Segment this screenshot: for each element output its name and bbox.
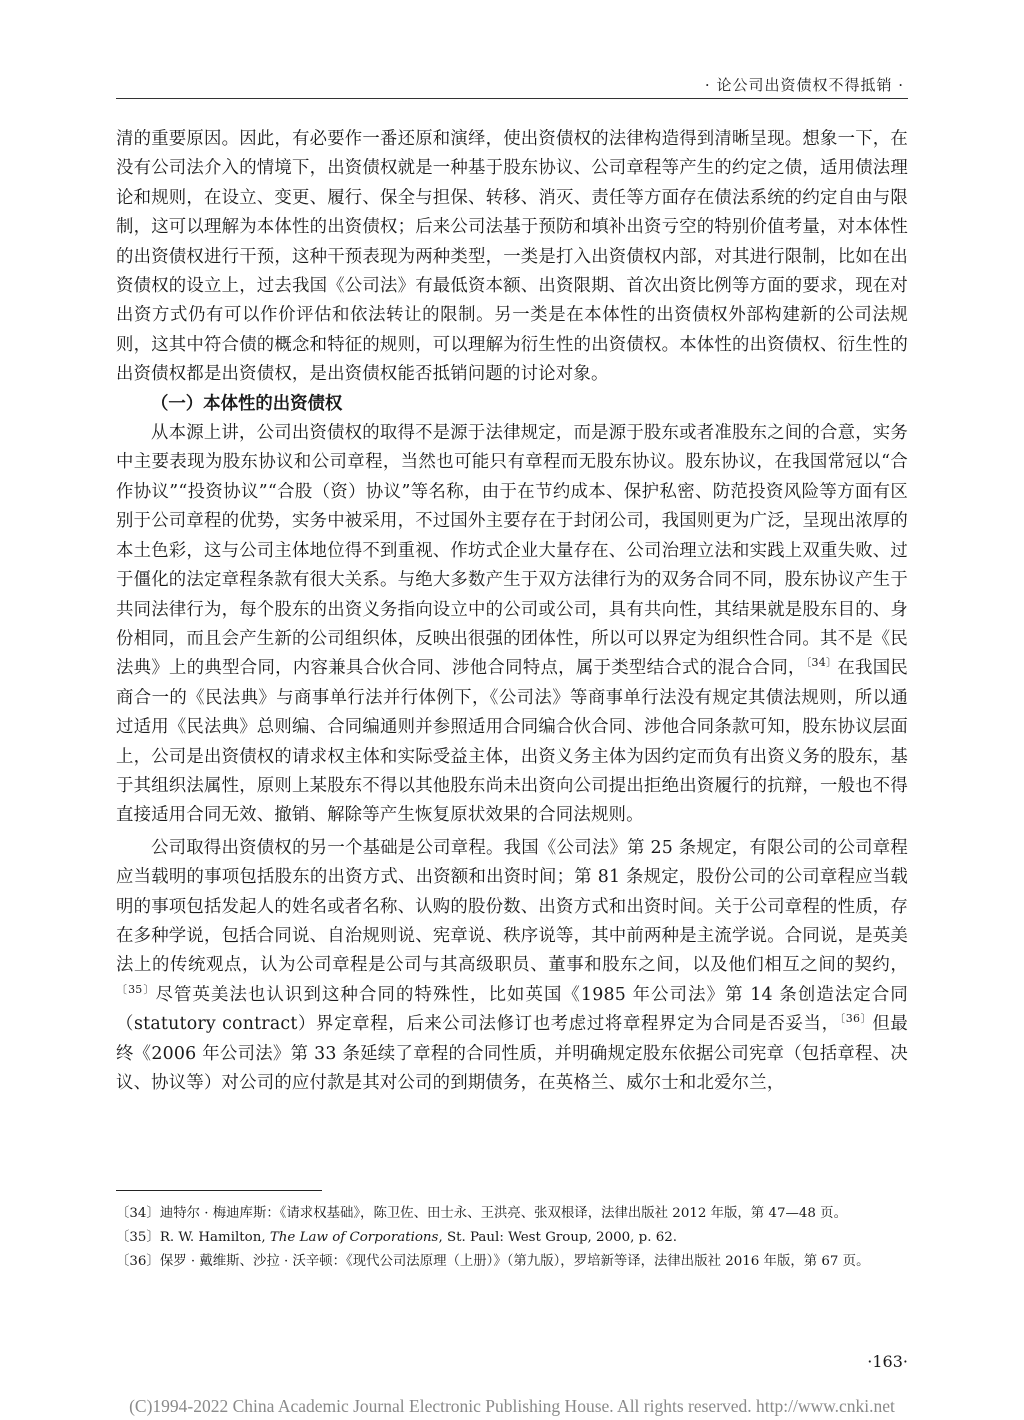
footnotes	[116, 1202, 908, 1274]
footnote-num: 〔34〕	[116, 1206, 160, 1221]
footnote-rule	[116, 1190, 322, 1191]
paragraph-2-part-2: 在我国民商合一的《民法典》与商事单行法并行体例下，《公司法》等商事单行法没有规定其债法规则，所以通过适用《民法典》总则编、合同编通则并参照适用合同编合伙合同、涉他合同条款可知，股东协议层面上，公司是出资债权的请求权主体和实际受益主体，出资义务主体为因约定而负有出资义务的股东，基于其组织法属性，原则上某股东不得以其他股东尚未出资向公司提出拒绝出资履行的抗辩，一般也不得直接适用合同无效、撤销、解除等产生恢复原状效果的合同法规则。	[116, 658, 908, 826]
paragraph-3	[116, 834, 908, 1099]
footnote-text: , St. Paul: West Group, 2000, p. 62.	[438, 1230, 678, 1245]
footnote-num: 〔35〕	[116, 1230, 160, 1245]
paragraph-3-part-2: 尽管英美法也认识到这种合同的特殊性，比如英国《1985 年公司法》第 14 条创造法定合同（statutory contract）界定章程，后来公司法修订也考虑过将章程界定为合同是否妥当，	[116, 984, 908, 1035]
paragraph-3-part-3: 但最终《2006 年公司法》第 33 条延续了章程的合同性质，并明确规定股东依据公司宪章（包括章程、决议、协议等）对公司的应付款是其对公司的到期债务，在英格兰、威尔士和北爱尔兰，	[116, 1014, 908, 1093]
running-header: · 论公司出资债权不得抵销 ·	[704, 76, 904, 94]
footnote-36	[116, 1250, 908, 1274]
header-rule	[116, 98, 908, 99]
section-heading: （一）本体性的出资债权	[151, 393, 343, 414]
article-body	[116, 125, 908, 1098]
footnote-book-title: The Law of Corporations	[269, 1230, 439, 1245]
paragraph-1: 清的重要原因。因此，有必要作一番还原和演绎，使出资债权的法律构造得到清晰呈现。想象一下，在没有公司法介入的情境下，出资债权就是一种基于股东协议、公司章程等产生的约定之债，适用债法理论和规则，在设立、变更、履行、保全与担保、转移、消灭、责任等方面存在债法系统的约定自由与限制，这可以理解为本体性的出资债权；后来公司法基于预防和填补出资亏空的特别价值考量，对本体性的出资债权进行干预，这种干预表现为两种类型，一类是打入出资债权内部，对其进行限制，比如在出资债权的设立上，过去我国《公司法》有最低资本额、出资限期、首次出资比例等方面的要求，现在对出资方式仍有可以作价评估和依法转让的限制。另一类是在本体性的出资债权外部构建新的公司法规则，这其中符合债的概念和特征的规则，可以理解为衍生性的出资债权。本体性的出资债权、衍生性的出资债权都是出资债权，是出资债权能否抵销问题的讨论对象。	[116, 129, 908, 385]
paragraph-2-part-1: 从本源上讲，公司出资债权的取得不是源于法律规定，而是源于股东或者准股东之间的合意，实务中主要表现为股东协议和公司章程，当然也可能只有章程而无股东协议。股东协议，在我国常冠以“合作协议”“投资协议”“合股（资）协议”等名称，由于在节约成本、保护私密、防范投资风险等方面有区别于公司章程的优势，实务中被采用，不过国外主要存在于封闭公司，我国则更为广泛，呈现出浓厚的本土色彩，这与公司主体地位得不到重视、作坊式企业大量存在、公司治理立法和实践上双重失败、过于僵化的法定章程条款有很大关系。与绝大多数产生于双方法律行为的双务合同不同，股东协议产生于共同法律行为，每个股东的出资义务指向设立中的公司或公司，具有共向性，其结果就是股东目的、身份相同，而且会产生新的公司组织体，反映出很强的团体性，所以可以界定为组织性合同。其不是《民法典》上的典型合同，内容兼具合伙合同、涉他合同特点，属于类型结合式的混合合同，	[116, 423, 908, 679]
footnote-34	[116, 1202, 908, 1226]
footnote-35	[116, 1226, 908, 1250]
paragraph-2	[116, 419, 908, 831]
paragraph-3-part-1: 公司取得出资债权的另一个基础是公司章程。我国《公司法》第 25 条规定，有限公司的公司章程应当载明的事项包括股东的出资方式、出资额和出资时间；第 81 条规定，股份公司的公司章程应当载明的事项包括发起人的姓名或者名称、认购的股份数、出资方式和出资时间。关于公司章程的性质，存在多种学说，包括合同说、自治规则说、宪章说、秩序说等，其中前两种是主流学说。合同说，是英美法上的传统观点，认为公司章程是公司与其高级职员、董事和股东之间，以及他们相互之间的契约，	[116, 837, 908, 976]
page-number: ·163·	[867, 1352, 908, 1371]
footnote-ref-34[interactable]: 〔34〕	[805, 656, 838, 670]
footnote-ref-36[interactable]: 〔36〕	[839, 1012, 873, 1026]
footnote-ref-35[interactable]: 〔35〕	[116, 982, 156, 996]
footnote-num: 〔36〕	[116, 1254, 160, 1269]
footnote-text: 迪特尔 · 梅迪库斯：《请求权基础》，陈卫佐、田士永、王洪亮、张双根译，法律出版社 2012 年版，第 47—48 页。	[159, 1206, 847, 1221]
footnote-text: R. W. Hamilton,	[159, 1230, 270, 1245]
copyright-notice: (C)1994-2022 China Academic Journal Electronic Publishing House. All rights reserved. http://www.cnki.net	[129, 1396, 895, 1416]
footnote-text: 保罗 · 戴维斯、沙拉 · 沃辛顿：《现代公司法原理（上册）》（第九版），罗培新等译，法律出版社 2016 年版，第 67 页。	[159, 1254, 870, 1269]
